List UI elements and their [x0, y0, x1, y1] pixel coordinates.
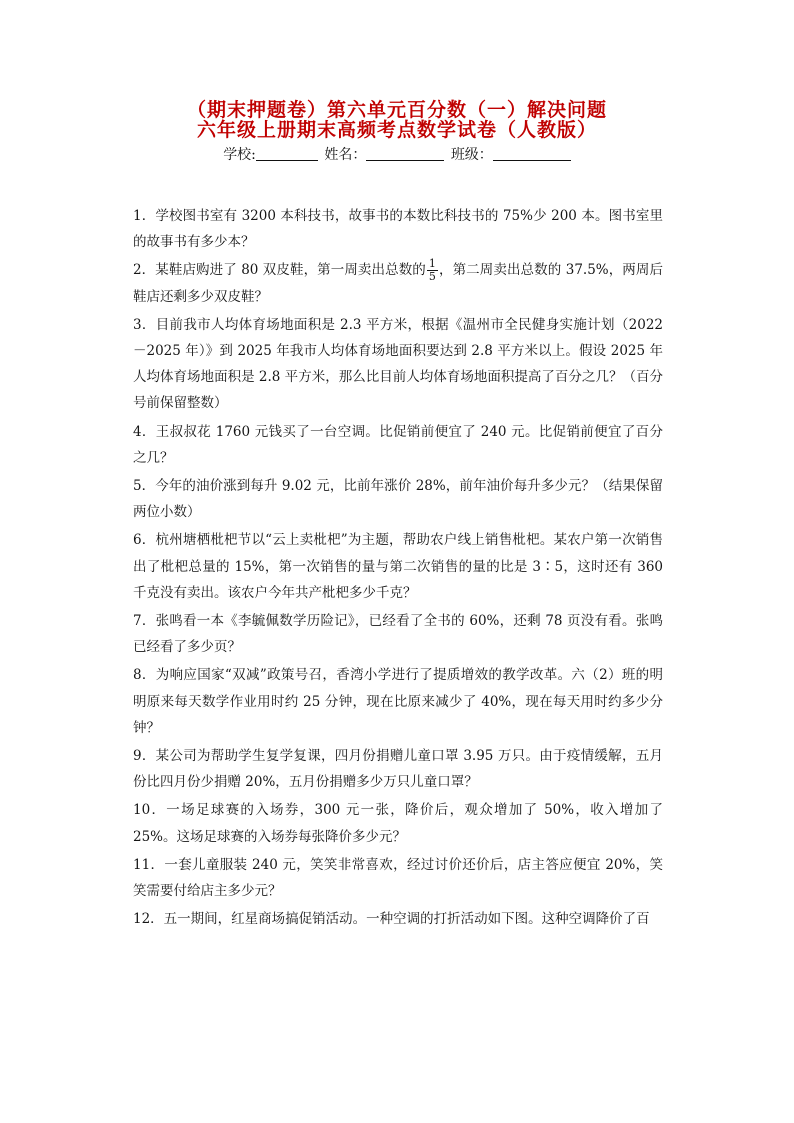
exam-title: （期末押题卷）第六单元百分数（一）解决问题 — [186, 99, 607, 121]
fraction-denominator: 5 — [428, 270, 436, 284]
class-label: 班级： — [450, 147, 493, 163]
school-blank[interactable] — [256, 147, 318, 161]
exam-subtitle: 六年级上册期末高频考点数学试卷（人教版） — [196, 119, 597, 141]
name-label: 姓名： — [324, 147, 367, 163]
class-blank[interactable] — [493, 147, 571, 161]
name-blank[interactable] — [366, 147, 444, 161]
question-7: 7．张鸣看一本《李毓佩数学历险记》，已经看了全书的 60%，还剩 78 页没有看。张鸣已经看了多少页？ — [133, 613, 663, 656]
question-2-post: ，第二周卖出总数的 37.5%，两周后鞋店还剩多少双皮鞋？ — [133, 262, 663, 305]
question-4: 4．王叔叔花 1760 元钱买了一台空调。比促销前便宜了 240 元。比促销前便宜了百分之几？ — [133, 423, 663, 466]
fraction-numerator: 1 — [428, 257, 436, 271]
question-9: 9．某公司为帮助学生复学复课，四月份捐赠儿童口罩 3.95 万只。由于疫情缓解，五月份比四月份少捐赠 20%，五月份捐赠多少万只儿童口罩？ — [133, 748, 663, 791]
question-10: 10．一场足球赛的入场券，300 元一张，降价后，观众增加了 50%，收入增加了 25%。这场足球赛的入场券每张降价多少元？ — [133, 802, 663, 845]
question-12: 12．五一期间，红星商场搞促销活动。一种空调的打折活动如下图。这种空调降价了百 — [133, 911, 650, 928]
question-11: 11．一套儿童服装 240 元，笑笑非常喜欢，经过讨价还价后，店主答应便宜 20%，笑笑需要付给店主多少元？ — [133, 856, 663, 900]
question-3: 3．目前我市人均体育场地面积是 2.3 平方米，根据《温州市全民健身实施计划（2022－2025 年）》到 2025 年我市人均体育场地面积要达到 2.8 平方米以上。假设 2025 年人均体育场地面积是 2.8 平方米，那么比目前人均体育场地面积提高了百分之几？（百分号前保留整数） — [133, 316, 663, 412]
question-5: 5．今年的油价涨到每升 9.02 元，比前年涨价 28%，前年油价每升多少元？（结果保留两位小数） — [133, 478, 663, 521]
student-info-line — [0, 144, 794, 164]
question-1: 1．学校图书室有 3200 本科技书，故事书的本数比科技书的 75%少 200 本。图书室里的故事书有多少本？ — [133, 208, 663, 251]
question-2 — [133, 257, 663, 309]
fraction-one-fifth — [427, 258, 438, 283]
question-2-pre: 2．某鞋店购进了 80 双皮鞋，第一周卖出总数的 — [133, 262, 426, 279]
school-label: 学校: — [223, 147, 256, 163]
question-list — [133, 203, 663, 932]
question-6: 6．杭州塘栖枇杷节以“云上卖枇杷”为主题，帮助农户线上销售枇杷。某农户第一次销售出了枇杷总量的 15%，第一次销售的量与第二次销售的量的比是 3∶5，这时还有 360 千克没有卖出。该农户今年共产枇杷多少千克？ — [133, 532, 663, 601]
question-8: 8．为响应国家“双减”政策号召，香湾小学进行了提质增效的教学改革。六（2）班的明明原来每天数学作业用时约 25 分钟，现在比原来减少了 40%，现在每天用时约多少分钟？ — [133, 667, 663, 736]
